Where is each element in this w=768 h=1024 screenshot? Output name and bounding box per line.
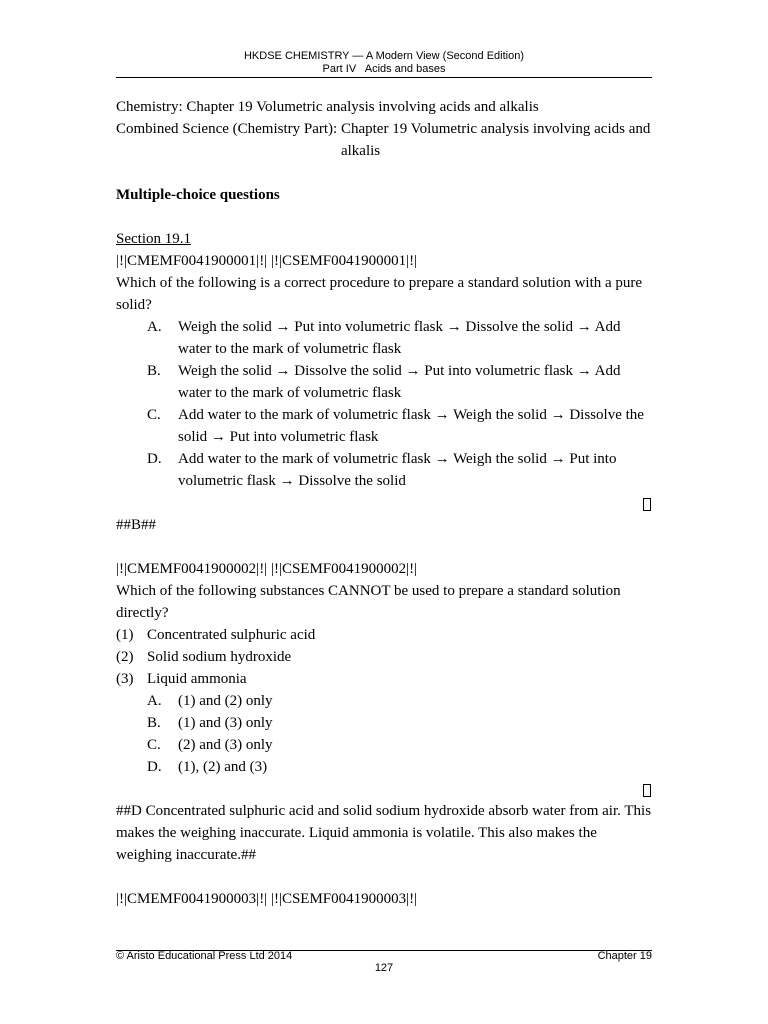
- option-label: C.: [147, 737, 161, 753]
- header-part-title: Part IV Acids and bases: [322, 63, 446, 75]
- option-text: (1), (2) and (3): [178, 759, 268, 775]
- chemistry-chapter-line: Chemistry: Chapter 19 Volumetric analysis involving acids and alkalis: [116, 99, 539, 115]
- statement-text: Concentrated sulphuric acid: [147, 627, 316, 643]
- mcq-heading: Multiple-choice questions: [116, 187, 280, 203]
- q2-option-d: [116, 756, 652, 778]
- q1-option-d: [116, 448, 652, 492]
- q2-answer: ##D Concentrated sulphuric acid and solid sodium hydroxide absorb water from air. This makes the weighing inaccurate. Liquid ammonia is volatile. This also makes the weighing inaccurate.##: [116, 803, 652, 863]
- option-label: A.: [147, 693, 162, 709]
- combined-science-chapter: Chapter 19 Volumetric analysis involving acids and alkalis: [340, 121, 651, 159]
- option-text: Weigh the solid → Put into volumetric flask → Dissolve the solid → Add water to the mark of volumetric flask: [178, 319, 621, 357]
- q2-option-c: [116, 734, 652, 756]
- option-label: A.: [147, 319, 162, 335]
- option-label: B.: [147, 363, 161, 379]
- statement-label: (3): [116, 671, 134, 687]
- footer-chapter: Chapter 19: [597, 950, 652, 962]
- footer-copyright: © Aristo Educational Press Ltd 2014: [116, 950, 293, 962]
- option-label: B.: [147, 715, 161, 731]
- section-heading: Section 19.1: [116, 231, 191, 247]
- combined-science-line: [116, 118, 652, 162]
- q1-option-b: [116, 360, 652, 404]
- header-book-title: HKDSE CHEMISTRY — A Modern View (Second Edition): [243, 50, 524, 62]
- q1-answer: ##B##: [116, 517, 157, 533]
- q1-option-c: [116, 404, 652, 448]
- option-text: Weigh the solid → Dissolve the solid → Put into volumetric flask → Add water to the mark of volumetric flask: [178, 363, 621, 401]
- option-text: (1) and (2) only: [178, 693, 273, 709]
- q2-stem: Which of the following substances CANNOT be used to prepare a standard solution directly?: [116, 583, 621, 621]
- statement-label: (2): [116, 649, 134, 665]
- q2-code: |!|CMEMF0041900002|!| |!|CSEMF0041900002|!|: [116, 561, 418, 577]
- placeholder-box-icon: [643, 784, 651, 797]
- q1-option-a: [116, 316, 652, 360]
- option-label: D.: [147, 759, 162, 775]
- statement-text: Liquid ammonia: [147, 671, 247, 687]
- page-number: 127: [374, 962, 394, 974]
- q2-end-mark: [116, 778, 652, 800]
- statement-text: Solid sodium hydroxide: [147, 649, 292, 665]
- option-text: Add water to the mark of volumetric flask → Weigh the solid → Dissolve the solid → Put into volumetric flask: [178, 407, 644, 445]
- document-body: [116, 96, 652, 910]
- q2-option-b: [116, 712, 652, 734]
- q3-code: |!|CMEMF0041900003|!| |!|CSEMF0041900003|!|: [116, 891, 418, 907]
- q2-statement-1: [116, 624, 652, 646]
- q1-code: |!|CMEMF0041900001|!| |!|CSEMF0041900001|!|: [116, 253, 418, 269]
- statement-label: (1): [116, 627, 134, 643]
- q1-stem: Which of the following is a correct procedure to prepare a standard solution with a pure solid?: [116, 275, 643, 313]
- option-text: Add water to the mark of volumetric flask → Weigh the solid → Put into volumetric flask → Dissolve the solid: [178, 451, 617, 489]
- q2-option-a: [116, 690, 652, 712]
- q2-statement-2: [116, 646, 652, 668]
- option-label: C.: [147, 407, 161, 423]
- running-header: [116, 50, 652, 76]
- option-text: (1) and (3) only: [178, 715, 273, 731]
- header-rule: [116, 77, 652, 78]
- option-text: (2) and (3) only: [178, 737, 273, 753]
- combined-science-label: Combined Science (Chemistry Part):: [116, 121, 341, 137]
- q2-statement-3: [116, 668, 652, 690]
- option-label: D.: [147, 451, 162, 467]
- placeholder-box-icon: [643, 498, 651, 511]
- q1-end-mark: [116, 492, 652, 514]
